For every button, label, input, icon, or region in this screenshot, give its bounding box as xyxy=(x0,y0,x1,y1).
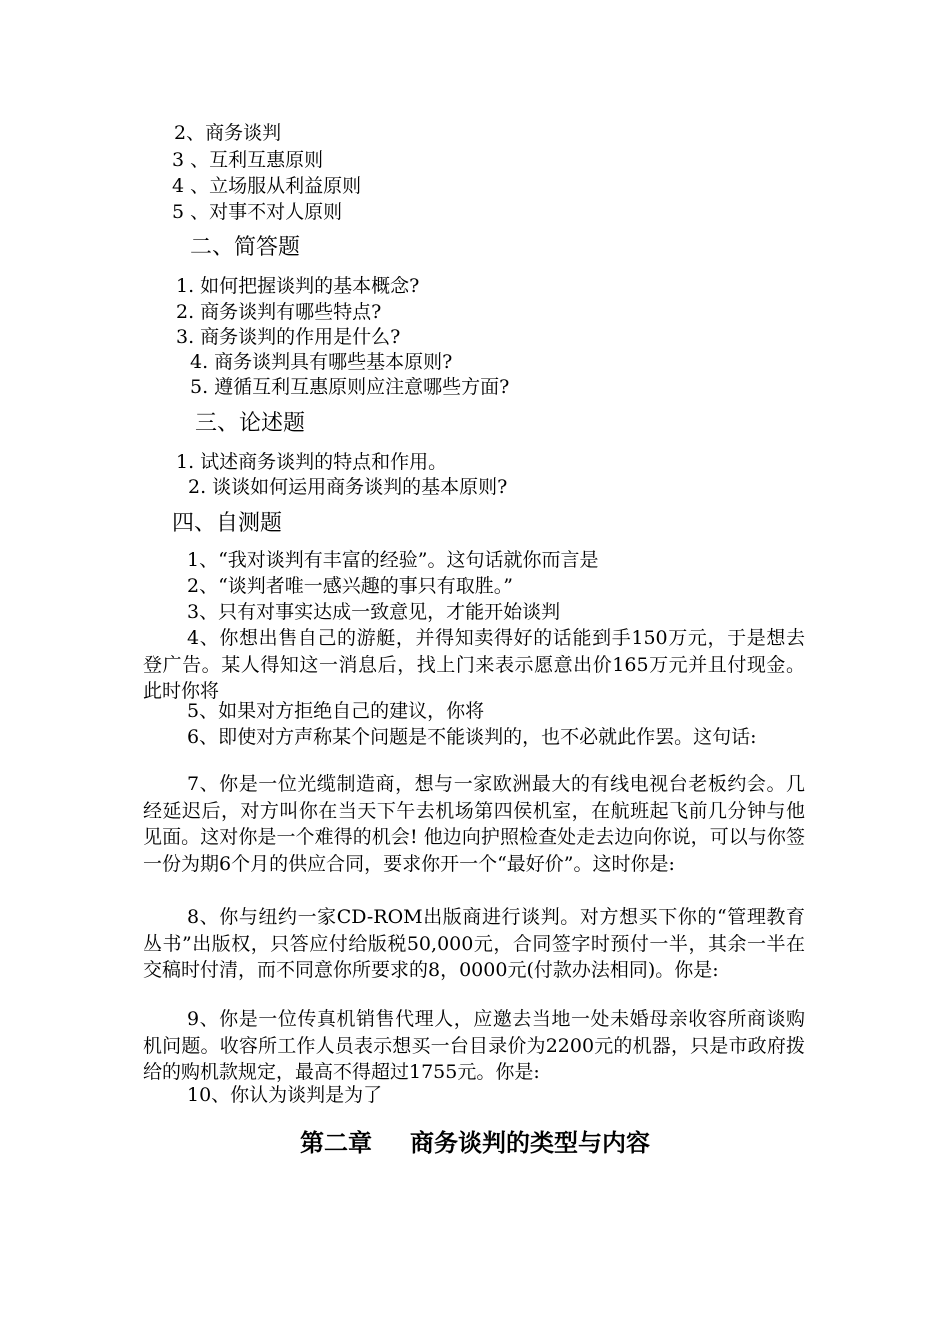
list-item: 1. 如何把握谈判的基本概念? xyxy=(176,275,420,297)
list-item: 1. 试述商务谈判的特点和作用。 xyxy=(176,451,448,473)
question-item: 7、你是一位光缆制造商，想与一家欧洲最大的有线电视台老板约会。几经延迟后，对方叫你在当天下午去机场第四侯机室，在航班起飞前几分钟与他见面。这对你是一个难得的机会! 他边向护照检查处走去边向你说，可以与你签一份为期6个月的供应合同，要求你开一个“最好价”。这时你是: xyxy=(143,773,805,875)
section-heading: 二、简答题 xyxy=(190,235,301,260)
question-item: 8、你与纽约一家CD-ROM出版商进行谈判。对方想买下你的“管理教育丛书”出版权，只答应付给版税50,000元，合同签字时预付一半，其余一半在交稿时付清，而不同意你所要求的8，0000元(付款办法相同)。你是: xyxy=(143,906,805,981)
list-item: 2. 谈谈如何运用商务谈判的基本原则? xyxy=(188,476,508,498)
list-item: 5 、对事不对人原则 xyxy=(172,201,343,223)
list-item: 2、商务谈判 xyxy=(174,122,282,144)
list-item: 2. 商务谈判有哪些特点? xyxy=(176,301,382,323)
question-item: 5、如果对方拒绝自己的建议，你将 xyxy=(187,700,485,722)
chapter-title xyxy=(0,1126,950,1160)
list-item: 5. 遵循互利互惠原则应注意哪些方面? xyxy=(190,376,510,398)
question-item: 3、只有对事实达成一致意见，才能开始谈判 xyxy=(187,601,561,623)
question-item: 6、即使对方声称某个问题是不能谈判的，也不必就此作罢。这句话: xyxy=(187,726,757,748)
list-item: 3 、互利互惠原则 xyxy=(172,149,324,171)
question-item: 2、“谈判者唯一感兴趣的事只有取胜。” xyxy=(187,575,514,597)
chapter-number: 第二章 xyxy=(300,1128,372,1157)
list-item: 3. 商务谈判的作用是什么? xyxy=(176,326,401,348)
list-item: 4 、立场服从利益原则 xyxy=(172,175,362,197)
question-item: 4、你想出售自己的游艇，并得知卖得好的话能到手150万元，于是想去登广告。某人得知这一消息后，找上门来表示愿意出价165万元并且付现金。此时你将 xyxy=(143,627,805,702)
question-item: 9、你是一位传真机销售代理人，应邀去当地一处未婚母亲收容所商谈购机问题。收容所工作人员表示想买一台目录价为2200元的机器，只是市政府拨给的购机款规定，最高不得超过1755元。你是: xyxy=(143,1008,805,1083)
section-heading: 三、论述题 xyxy=(195,411,306,436)
question-item: 10、你认为谈判是为了 xyxy=(187,1084,383,1106)
question-item: 1、“我对谈判有丰富的经验”。这句话就你而言是 xyxy=(187,549,599,571)
chapter-name: 商务谈判的类型与内容 xyxy=(410,1128,650,1157)
list-item: 4. 商务谈判具有哪些基本原则? xyxy=(190,351,453,373)
section-heading: 四、自测题 xyxy=(172,511,283,536)
